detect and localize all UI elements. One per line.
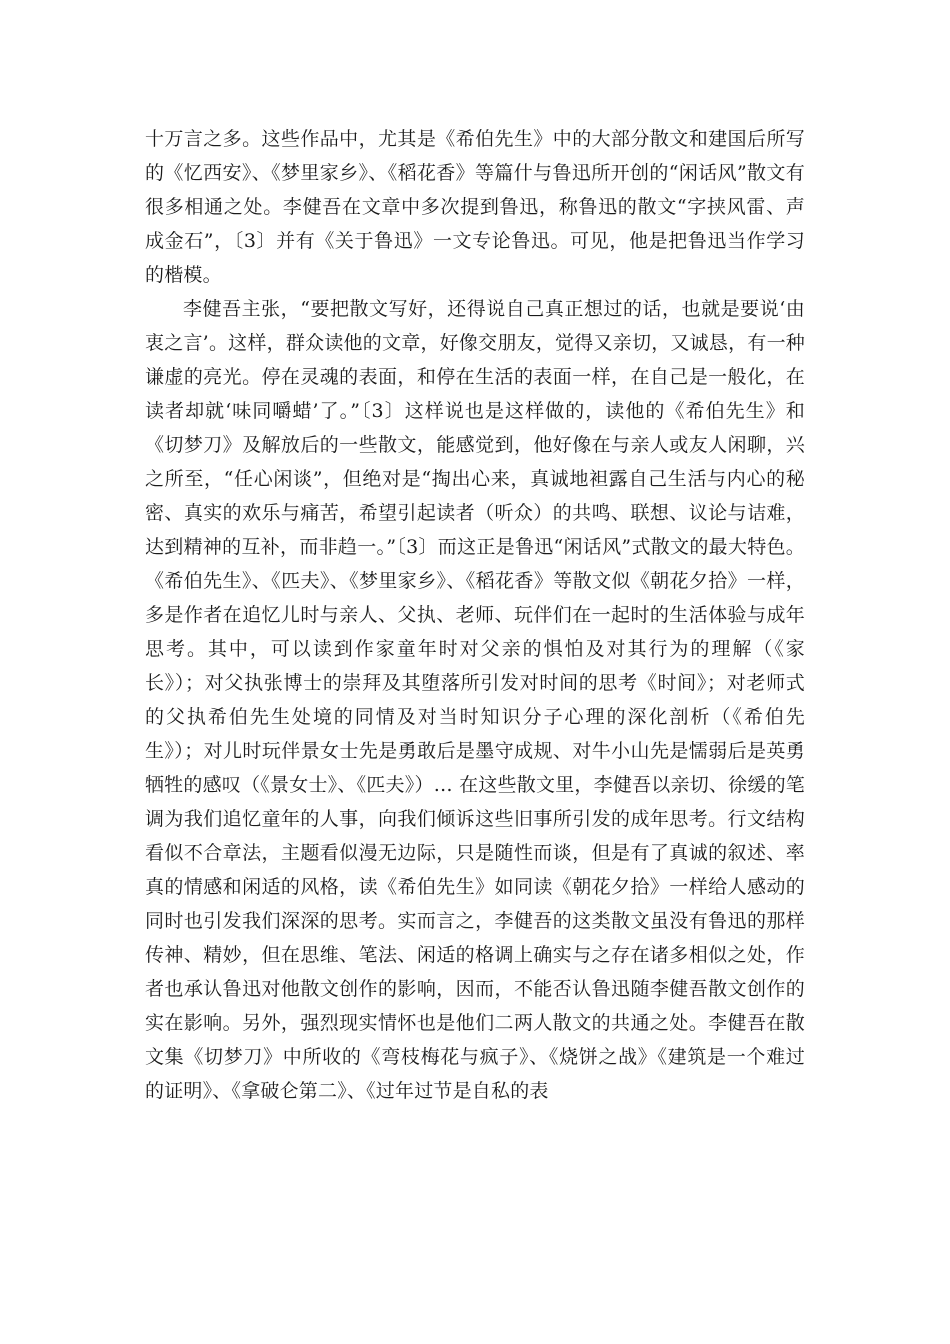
paragraph-2: 李健吾主张，“要把散文写好，还得说自己真正想过的话，也就是要说‘由衷之言’。这样，群众读他的文章，好像交朋友，觉得又亲切，又诚恳，有一种谦虚的亮光。停在灵魂的表面，和停在生活的表面一样，在自己是一般化，在读者却就‘味同嚼蜡’了。”〔3〕这样说也是这样做的，读他的《希伯先生》和《切梦刀》及解放后的一些散文，能感觉到，他好像在与亲人或友人闲聊，兴之所至，“任心闲谈”，但绝对是“掏出心来，真诚地袒露自己生活与内心的秘密、真实的欢乐与痛苦，希望引起读者（听众）的共鸣、联想、议论与诘难，达到精神的互补，而非趋一。”〔3〕而这正是鲁迅“闲话风”式散文的最大特色。《希伯先生》、《匹夫》、《梦里家乡》、《稻花香》等散文似《朝花夕拾》一样，多是作者在追忆儿时与亲人、父执、老师、玩伴们在一起时的生活体验与成年思考。其中，可以读到作家童年时对父亲的惧怕及对其行为的理解（《家长》）；对父执张博士的崇拜及其堕落所引发对时间的思考《时间》；对老师式的父执希伯先生处境的同情及对当时知识分子心理的深化剖析（《希伯先生》）；对儿时玩伴景女士先是勇敢后是墨守成规、对牛小山先是懦弱后是英勇牺牲的感叹（《景女士》、《匹夫》）… 在这些散文里，李健吾以亲切、徐缓的笔调为我们追忆童年的人事，向我们倾诉这些旧事所引发的成年思考。行文结构看似不合章法，主题看似漫无边际，只是随性而谈，但是有了真诚的叙述、率真的情感和闲适的风格，读《希伯先生》如同读《朝花夕拾》一样给人感动的同时也引发我们深深的思考。实而言之，李健吾的这类散文虽没有鲁迅的那样传神、精妙，但在思维、笔法、闲适的格调上确实与之存在诸多相似之处，作者也承认鲁迅对他散文创作的影响，因而，不能否认鲁迅随李健吾散文创作的实在影响。另外，强烈现实情怀也是他们二两人散文的共通之处。李健吾在散文集《切梦刀》中所收的《弯枝梅花与疯子》、《烧饼之战》《建筑是一个难过的证明》、《拿破仑第二》、《过年过节是自私的表 — [145, 298, 805, 1102]
body-text — [145, 122, 805, 1108]
paragraph-1: 十万言之多。这些作品中，尤其是《希伯先生》中的大部分散文和建国后所写的《忆西安》、《梦里家乡》、《稻花香》等篇什与鲁迅所开创的“闲话风”散文有很多相通之处。李健吾在文章中多次提到鲁迅，称鲁迅的散文“字挟风雷、声成金石”，〔3〕并有《关于鲁迅》一文专论鲁迅。可见，他是把鲁迅当作学习的楷模。 — [145, 128, 805, 286]
